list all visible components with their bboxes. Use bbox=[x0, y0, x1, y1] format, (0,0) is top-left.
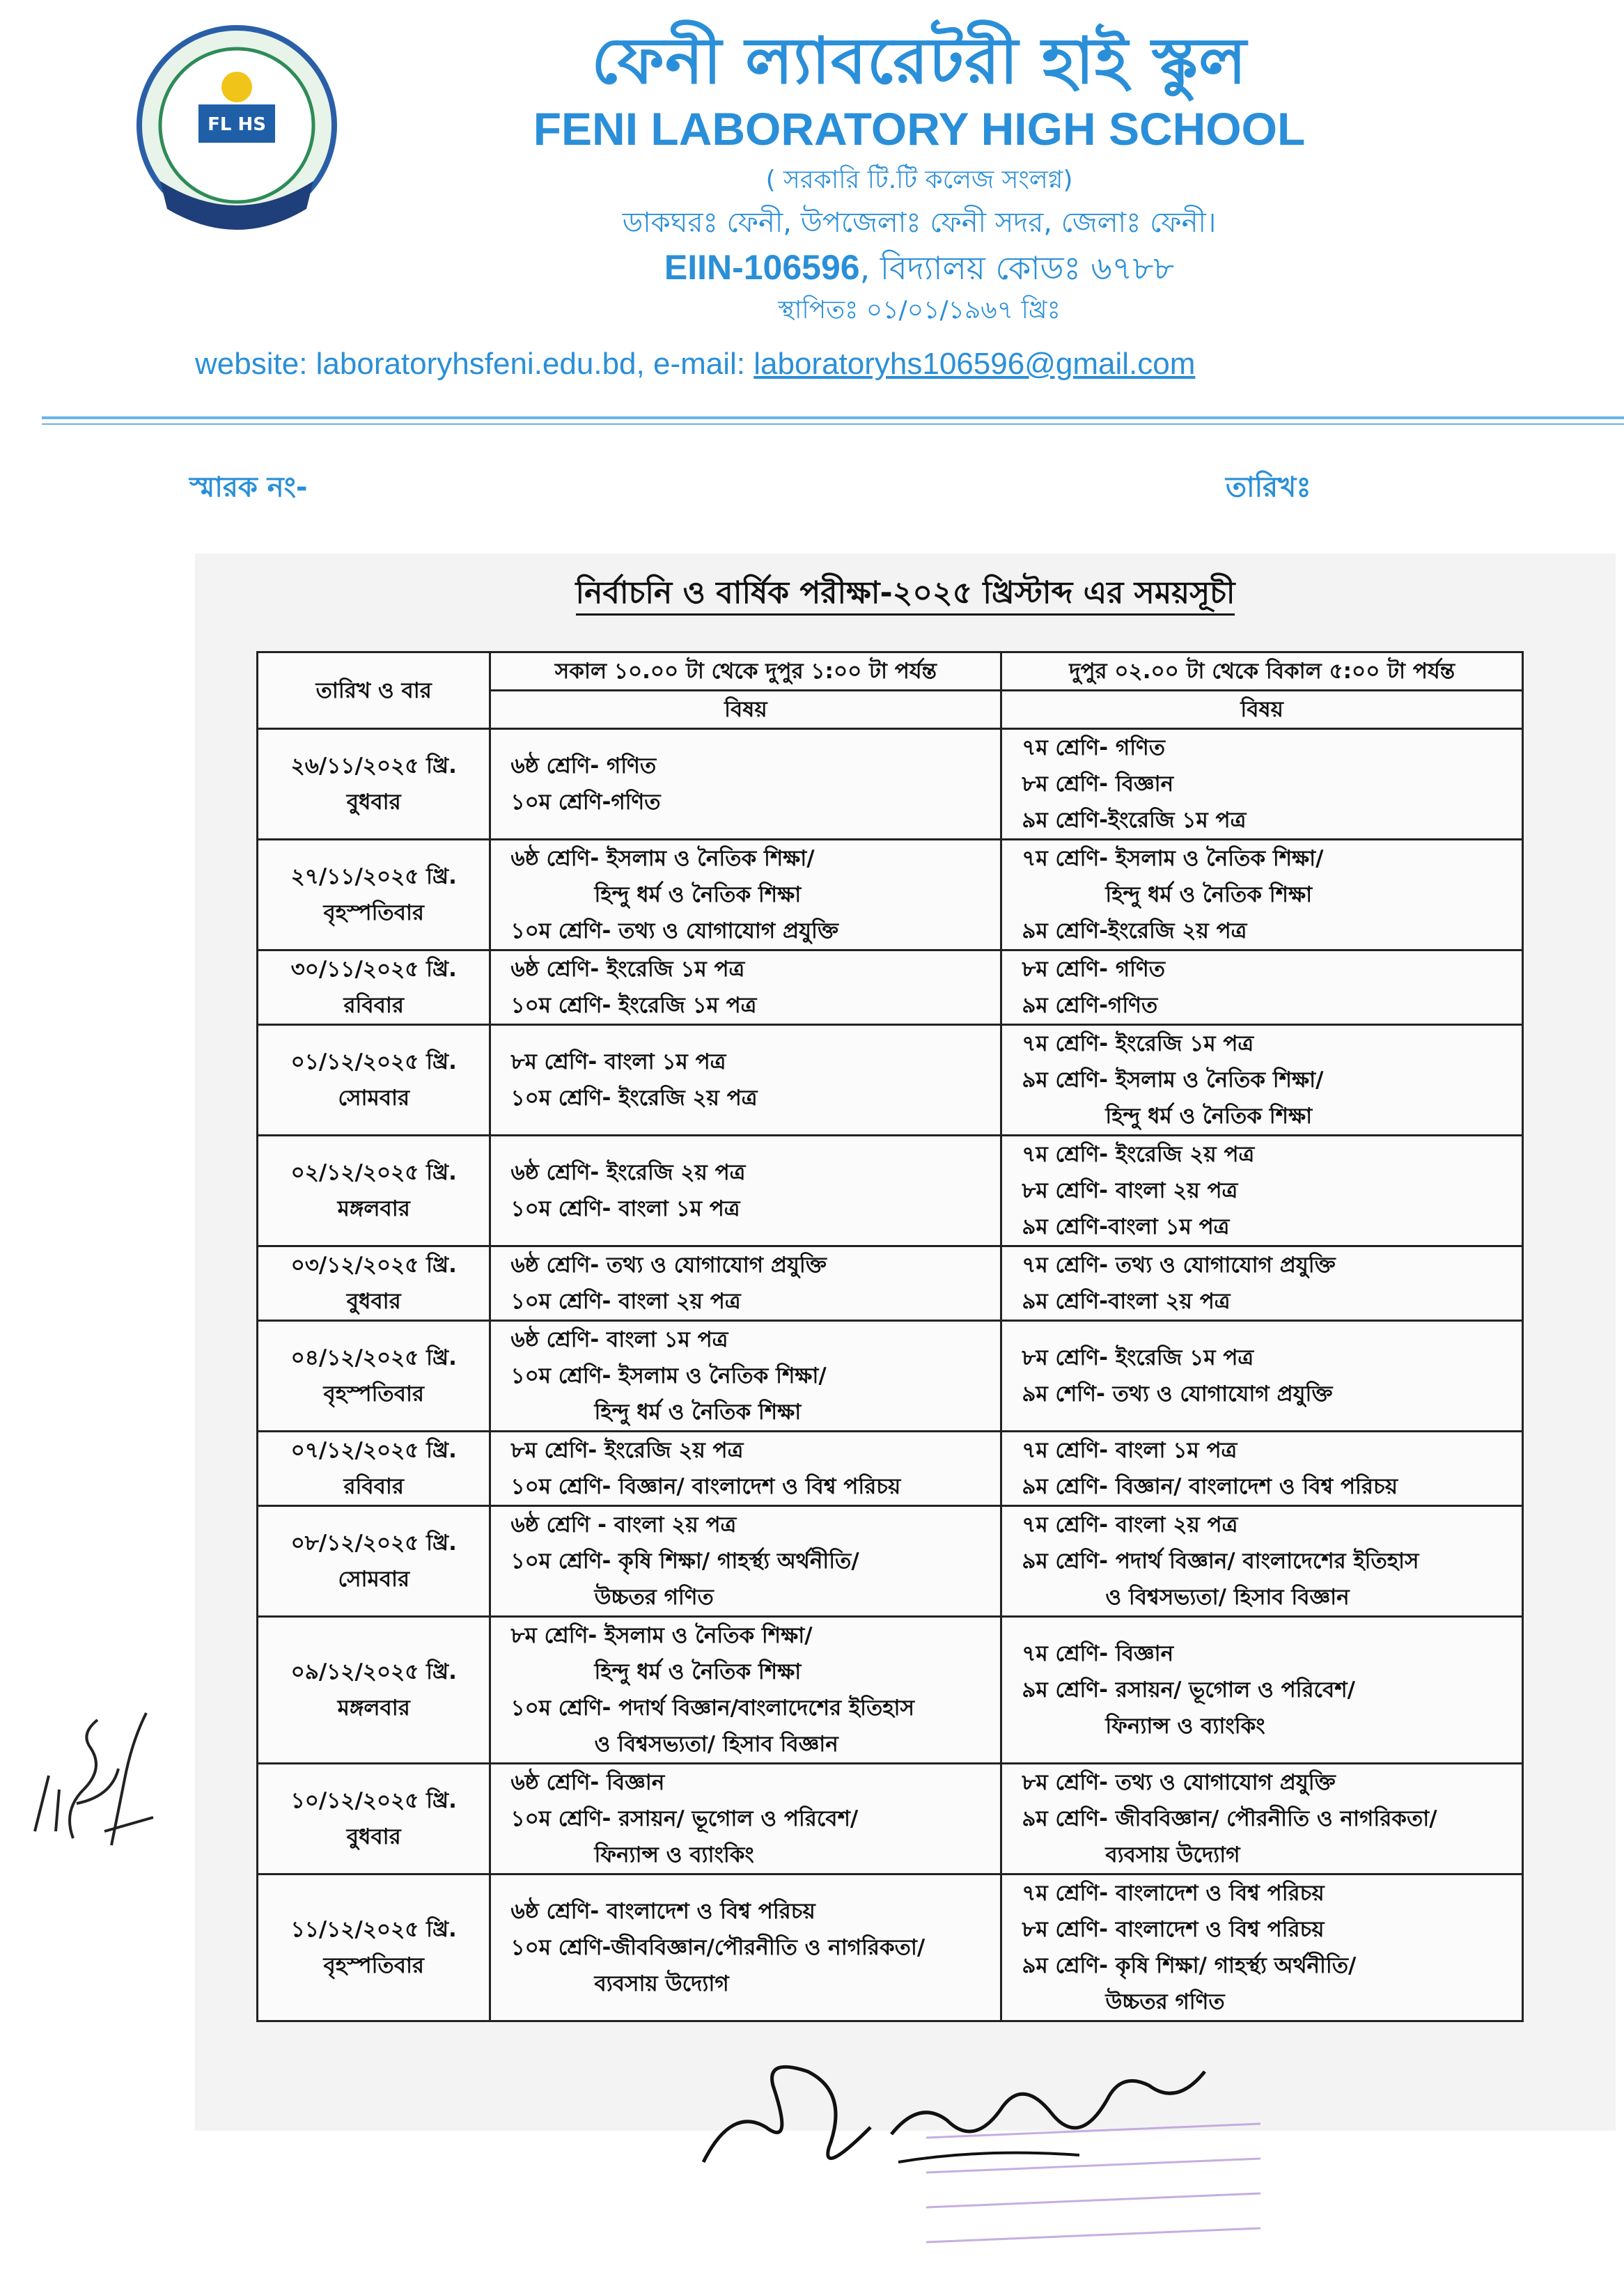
exam-day: সোমবার bbox=[338, 1086, 410, 1111]
schedule-row bbox=[258, 1617, 1523, 1764]
morning-subjects-cell bbox=[490, 1246, 1001, 1321]
subject-line: ৯ম শ্রেণি- জীববিজ্ঞান/ পৌরনীতি ও নাগরিকতা/ bbox=[1022, 1806, 1437, 1831]
subject-line: ৭ম শ্রেণি- ইংরেজি ১ম পত্র bbox=[1022, 1031, 1254, 1056]
morning-subjects-cell bbox=[490, 1321, 1001, 1432]
exam-day: বুধবার bbox=[346, 1824, 401, 1849]
afternoon-subjects-cell bbox=[1001, 1874, 1523, 2021]
subject-line: উচ্চতর গণিত bbox=[1105, 1989, 1225, 2014]
afternoon-subjects-cell bbox=[1001, 840, 1523, 950]
margin-signature bbox=[7, 1671, 167, 1852]
subject-header-afternoon: বিষয় bbox=[1001, 691, 1523, 729]
subject-line: ৮ম শ্রেণি- তথ্য ও যোগাযোগ প্রযুক্তি bbox=[1022, 1770, 1336, 1795]
subject-line: হিন্দু ধর্ম ও নৈতিক শিক্ষা bbox=[1105, 1104, 1313, 1129]
subject-line: ৭ম শ্রেণি- বাংলাদেশ ও বিশ্ব পরিচয় bbox=[1022, 1881, 1325, 1906]
subject-line: ৮ম শ্রেণি- ইংরেজি ১ম পত্র bbox=[1022, 1345, 1254, 1370]
website[interactable]: website: laboratoryhsfeni.edu.bd, bbox=[195, 347, 645, 381]
svg-text:FL HS: FL HS bbox=[208, 114, 266, 135]
subject-line: ৬ষ্ঠ শ্রেণি- গণিত bbox=[510, 753, 657, 778]
morning-subjects-cell bbox=[490, 1617, 1001, 1764]
school-logo bbox=[132, 21, 341, 230]
exam-date: ০৭/১২/২০২৫ খ্রি. bbox=[290, 1438, 457, 1463]
school-name-bn: ফেনী ল্যাবরেটরী হাই স্কুল bbox=[591, 24, 1247, 98]
memo-number-label: স্মারক নং- bbox=[189, 471, 308, 503]
schedule-row bbox=[258, 1246, 1523, 1321]
exam-date: ২৬/১১/২০২৫ খ্রি. bbox=[290, 753, 457, 778]
afternoon-subjects-cell bbox=[1001, 950, 1523, 1025]
contact-line bbox=[195, 347, 1518, 382]
subject-line: ৮ম শ্রেণি- গণিত bbox=[1022, 957, 1166, 982]
schedule-row bbox=[258, 1025, 1523, 1136]
subject-line: ৮ম শ্রেণি- বাংলা ১ম পত্র bbox=[510, 1049, 726, 1074]
exam-date: ৩০/১১/২০২৫ খ্রি. bbox=[290, 957, 457, 982]
exam-date: ০৩/১২/২০২৫ খ্রি. bbox=[290, 1253, 457, 1278]
subject-line: ১০ম শ্রেণি- বাংলা ২য় পত্র bbox=[510, 1289, 741, 1314]
subject-line: ৯ম শ্রেণি-ইংরেজি ২য় পত্র bbox=[1022, 918, 1247, 944]
subject-line: ৬ষ্ঠ শ্রেণি- তথ্য ও যোগাযোগ প্রযুক্তি bbox=[510, 1253, 827, 1278]
exam-date-cell bbox=[258, 950, 490, 1025]
subject-line: ৬ষ্ঠ শ্রেণি- বাংলা ১ম পত্র bbox=[510, 1327, 728, 1352]
subject-line: ৬ষ্ঠ শ্রেণি- বিজ্ঞান bbox=[510, 1770, 665, 1795]
subject-line: ১০ম শ্রেণি- রসায়ন/ ভূগোল ও পরিবেশ/ bbox=[510, 1806, 859, 1831]
subject-line: ব্যবসায় উদ্যোগ bbox=[1105, 1842, 1240, 1868]
exam-day: রবিবার bbox=[343, 993, 404, 1018]
exam-date-cell bbox=[258, 1136, 490, 1246]
subject-line: ৬ষ্ঠ শ্রেণি- ইংরেজি ১ম পত্র bbox=[510, 957, 745, 982]
exam-date-cell bbox=[258, 840, 490, 950]
afternoon-subjects-cell bbox=[1001, 1321, 1523, 1432]
morning-subjects-cell bbox=[490, 840, 1001, 950]
subject-line: ৮ম শ্রেণি- বিজ্ঞান bbox=[1022, 772, 1174, 797]
morning-subjects-cell bbox=[490, 1432, 1001, 1506]
header-rule bbox=[42, 416, 1624, 419]
school-name-en: FENI LABORATORY HIGH SCHOOL bbox=[533, 103, 1306, 155]
exam-date-cell bbox=[258, 1246, 490, 1321]
subject-line: ৮ম শ্রেণি- বাংলা ২য় পত্র bbox=[1022, 1178, 1238, 1203]
schedule-row bbox=[258, 729, 1523, 840]
afternoon-subjects-cell bbox=[1001, 1136, 1523, 1246]
subject-line: ৬ষ্ঠ শ্রেণি- বাংলাদেশ ও বিশ্ব পরিচয় bbox=[510, 1899, 815, 1924]
official-stamp bbox=[898, 2096, 1288, 2270]
morning-subjects-cell bbox=[490, 1506, 1001, 1617]
subject-line: হিন্দু ধর্ম ও নৈতিক শিক্ষা bbox=[1105, 882, 1313, 907]
exam-date: ১০/১২/২০২৫ খ্রি. bbox=[290, 1788, 457, 1813]
subject-line: হিন্দু ধর্ম ও নৈতিক শিক্ষা bbox=[594, 882, 802, 907]
schedule-body bbox=[258, 729, 1523, 2021]
exam-date-cell bbox=[258, 1506, 490, 1617]
exam-day: মঙ্গলবার bbox=[337, 1196, 410, 1221]
exam-day: সোমবার bbox=[338, 1567, 410, 1592]
exam-schedule-table bbox=[256, 651, 1524, 2022]
established: স্থাপিতঃ ০১/০১/১৯৬৭ খ্রিঃ bbox=[778, 296, 1061, 324]
subject-line: উচ্চতর গণিত bbox=[594, 1585, 714, 1610]
exam-date: ২৭/১১/২০২৫ খ্রি. bbox=[290, 864, 457, 889]
subject-line: ১০ম শ্রেণি- বিজ্ঞান/ বাংলাদেশ ও বিশ্ব পরিচয় bbox=[510, 1474, 901, 1499]
subject-line: ৭ম শ্রেণি- বাংলা ১ম পত্র bbox=[1022, 1438, 1237, 1463]
schedule-row bbox=[258, 840, 1523, 950]
subject-line: হিন্দু ধর্ম ও নৈতিক শিক্ষা bbox=[594, 1400, 802, 1425]
subject-line: ৯ম শ্রেণি-বাংলা ১ম পত্র bbox=[1022, 1214, 1230, 1239]
date-label: তারিখঃ bbox=[1226, 471, 1311, 503]
afternoon-subjects-cell bbox=[1001, 1617, 1523, 1764]
morning-subjects-cell bbox=[490, 1136, 1001, 1246]
subject-line: ৭ম শ্রেণি- গণিত bbox=[1022, 735, 1166, 760]
subject-line: ৬ষ্ঠ শ্রেণি - বাংলা ২য় পত্র bbox=[510, 1512, 737, 1537]
subject-line: ৭ম শ্রেণি- ইসলাম ও নৈতিক শিক্ষা/ bbox=[1022, 846, 1324, 871]
affiliation: ( সরকারি টি.টি কলেজ সংলগ্ন) bbox=[765, 166, 1073, 194]
subject-line: ৯ম শ্রেণি- রসায়ন/ ভূগোল ও পরিবেশ/ bbox=[1022, 1677, 1355, 1702]
subject-line: ব্যবসায় উদ্যোগ bbox=[594, 1971, 729, 1996]
subject-line: ৯ম শ্রেণি-ইংরেজি ১ম পত্র bbox=[1022, 808, 1247, 833]
subject-line: ৭ম শ্রেণি- তথ্য ও যোগাযোগ প্রযুক্তি bbox=[1022, 1253, 1336, 1278]
subject-line: ও বিশ্বসভ্যতা/ হিসাব বিজ্ঞান bbox=[1105, 1585, 1350, 1610]
exam-day: বৃহস্পতিবার bbox=[323, 900, 424, 925]
col-date-header: তারিখ ও বার bbox=[258, 652, 490, 729]
subject-line: ৯ম শ্রেণি-বাংলা ২য় পত্র bbox=[1022, 1289, 1231, 1314]
subject-line: ১০ম শ্রেণি- পদার্থ বিজ্ঞান/বাংলাদেশের ইতিহাস bbox=[510, 1696, 914, 1721]
subject-line: ৯ম শ্রেণি- পদার্থ বিজ্ঞান/ বাংলাদেশের ইতিহাস bbox=[1022, 1549, 1419, 1574]
subject-line: ৮ম শ্রেণি- ইসলাম ও নৈতিক শিক্ষা/ bbox=[510, 1623, 813, 1648]
schedule-row bbox=[258, 1432, 1523, 1506]
schedule-row bbox=[258, 950, 1523, 1025]
exam-date: ১১/১২/২০২৫ খ্রি. bbox=[290, 1917, 457, 1942]
afternoon-subjects-cell bbox=[1001, 1764, 1523, 1874]
letterhead-text bbox=[362, 21, 1476, 330]
subject-line: ১০ম শ্রেণি- ইংরেজি ১ম পত্র bbox=[510, 993, 757, 1018]
schedule-row bbox=[258, 1506, 1523, 1617]
email-label: e-mail: bbox=[653, 347, 745, 381]
afternoon-subjects-cell bbox=[1001, 1025, 1523, 1136]
schedule-row bbox=[258, 1874, 1523, 2021]
exam-date: ০৪/১২/২০২৫ খ্রি. bbox=[290, 1345, 457, 1370]
exam-date-cell bbox=[258, 1432, 490, 1506]
exam-date-cell bbox=[258, 1764, 490, 1874]
schedule-row bbox=[258, 1321, 1523, 1432]
school-code: , বিদ্যালয় কোডঃ ৬৭৮৮ bbox=[859, 249, 1175, 287]
subject-line: ১০ম শ্রেণি- ইংরেজি ২য় পত্র bbox=[510, 1086, 758, 1111]
morning-subjects-cell bbox=[490, 1025, 1001, 1136]
exam-date-cell bbox=[258, 1617, 490, 1764]
subject-line: ৮ম শ্রেণি- ইংরেজি ২য় পত্র bbox=[510, 1438, 744, 1463]
afternoon-subjects-cell bbox=[1001, 1432, 1523, 1506]
exam-day: রবিবার bbox=[343, 1474, 404, 1499]
exam-date: ০৮/১২/২০২৫ খ্রি. bbox=[290, 1531, 457, 1556]
exam-date-cell bbox=[258, 1025, 490, 1136]
exam-day: বৃহস্পতিবার bbox=[323, 1953, 424, 1978]
exam-date-cell bbox=[258, 1321, 490, 1432]
email-link[interactable]: laboratoryhs106596@gmail.com bbox=[754, 347, 1196, 381]
eiin: EIIN-106596 bbox=[664, 248, 860, 287]
schedule-row bbox=[258, 1136, 1523, 1246]
subject-line: ১০ম শ্রেণি- ইসলাম ও নৈতিক শিক্ষা/ bbox=[510, 1363, 827, 1388]
subject-line: ১০ম শ্রেণি- তথ্য ও যোগাযোগ প্রযুক্তি bbox=[510, 918, 838, 944]
eiin-line bbox=[362, 244, 1476, 291]
subject-line: ৭ম শ্রেণি- ইংরেজি ২য় পত্র bbox=[1022, 1142, 1255, 1167]
subject-line: ৯ম শ্রেণি- ইসলাম ও নৈতিক শিক্ষা/ bbox=[1022, 1067, 1324, 1093]
subject-line: হিন্দু ধর্ম ও নৈতিক শিক্ষা bbox=[594, 1659, 802, 1684]
subject-header-morning: বিষয় bbox=[490, 691, 1001, 729]
notice-title: নির্বাচনি ও বার্ষিক পরীক্ষা-২০২৫ খ্রিস্টাব্দ এর সময়সূচী bbox=[195, 570, 1616, 620]
subject-line: ৯ম শেণি- তথ্য ও যোগাযোগ প্রযুক্তি bbox=[1022, 1381, 1333, 1407]
col-afternoon-header: দুপুর ০২.০০ টা থেকে বিকাল ৫:০০ টা পর্যন্ত bbox=[1001, 652, 1523, 691]
subject-line: ১০ম শ্রেণি- কৃষি শিক্ষা/ গাহর্স্থ্য অর্থনীতি/ bbox=[510, 1549, 859, 1574]
subject-line: ৬ষ্ঠ শ্রেণি- ইংরেজি ২য় পত্র bbox=[510, 1160, 746, 1185]
exam-day: মঙ্গলবার bbox=[337, 1696, 410, 1721]
address: ডাকঘরঃ ফেনী, উপজেলাঃ ফেনী সদর, জেলাঃ ফেনী। bbox=[622, 207, 1217, 239]
morning-subjects-cell bbox=[490, 729, 1001, 840]
subject-line: ৭ম শ্রেণি- বিজ্ঞান bbox=[1022, 1641, 1174, 1666]
exam-date: ০২/১২/২০২৫ খ্রি. bbox=[290, 1160, 457, 1185]
exam-day: বুধবার bbox=[346, 1289, 401, 1314]
afternoon-subjects-cell bbox=[1001, 1506, 1523, 1617]
subject-line: ১০ম শ্রেণি-জীববিজ্ঞান/পৌরনীতি ও নাগরিকতা/ bbox=[510, 1935, 926, 1960]
subject-line: ৯ম শ্রেণি- কৃষি শিক্ষা/ গাহর্স্থ্য অর্থনীতি/ bbox=[1022, 1953, 1357, 1978]
subject-line: ৭ম শ্রেণি- বাংলা ২য় পত্র bbox=[1022, 1512, 1238, 1537]
schedule-row bbox=[258, 1764, 1523, 1874]
exam-date: ০১/১২/২০২৫ খ্রি. bbox=[290, 1049, 457, 1074]
exam-date-cell bbox=[258, 729, 490, 840]
exam-day: বুধবার bbox=[346, 790, 401, 815]
subject-line: ১০ম শ্রেণি-গণিত bbox=[510, 790, 661, 815]
col-morning-header: সকাল ১০.০০ টা থেকে দুপুর ১:০০ টা পর্যন্ত bbox=[490, 652, 1001, 691]
morning-subjects-cell bbox=[490, 1764, 1001, 1874]
subject-line: ও বিশ্বসভ্যতা/ হিসাব বিজ্ঞান bbox=[594, 1732, 838, 1757]
subject-line: ৬ষ্ঠ শ্রেণি- ইসলাম ও নৈতিক শিক্ষা/ bbox=[510, 846, 815, 871]
subject-line: ফিন্যান্স ও ব্যাংকিং bbox=[594, 1842, 754, 1868]
subject-line: ৮ম শ্রেণি- বাংলাদেশ ও বিশ্ব পরিচয় bbox=[1022, 1917, 1325, 1942]
exam-date-cell bbox=[258, 1874, 490, 2021]
subject-line: ফিন্যান্স ও ব্যাংকিং bbox=[1105, 1714, 1265, 1739]
subject-line: ৯ম শ্রেণি- বিজ্ঞান/ বাংলাদেশ ও বিশ্ব পরিচয় bbox=[1022, 1474, 1398, 1499]
afternoon-subjects-cell bbox=[1001, 1246, 1523, 1321]
morning-subjects-cell bbox=[490, 1874, 1001, 2021]
exam-date: ০৯/১২/২০২৫ খ্রি. bbox=[290, 1659, 457, 1684]
exam-day: বৃহস্পতিবার bbox=[323, 1381, 424, 1407]
subject-line: ৯ম শ্রেণি-গণিত bbox=[1022, 993, 1158, 1018]
afternoon-subjects-cell bbox=[1001, 729, 1523, 840]
morning-subjects-cell bbox=[490, 950, 1001, 1025]
subject-line: ১০ম শ্রেণি- বাংলা ১ম পত্র bbox=[510, 1196, 740, 1221]
letterhead bbox=[0, 0, 1624, 503]
header-rule-thin bbox=[42, 423, 1624, 425]
